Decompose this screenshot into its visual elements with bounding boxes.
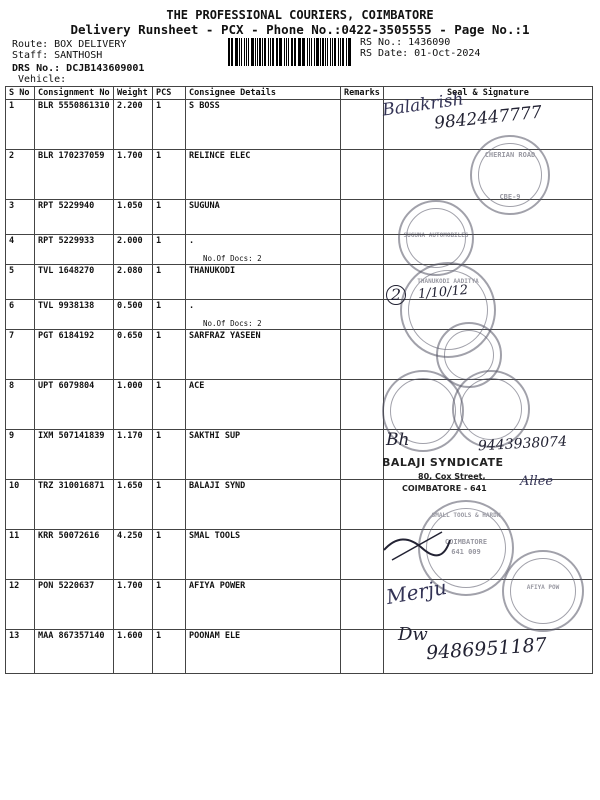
col-seal-signature: Seal & Signature: [383, 87, 592, 100]
row-consignment-text: MAA 867357140: [38, 631, 105, 641]
row-consignee-text: .: [189, 301, 195, 311]
row-pcs: [153, 630, 186, 674]
row-weight: [114, 430, 153, 480]
row-remarks: [341, 530, 384, 580]
row-remarks: [341, 150, 384, 200]
barcode-icon: [228, 38, 353, 66]
route-label: Route: BOX DELIVERY: [12, 39, 127, 50]
row-consignee: [186, 100, 341, 150]
vehicle-label: Vehicle:: [18, 74, 67, 85]
row-pcs: [153, 100, 186, 150]
row-pcs: [153, 430, 186, 480]
row-consignee: [186, 235, 341, 265]
row-sno-text: 10: [9, 481, 20, 491]
row-remarks: [341, 200, 384, 235]
row-consignment-text: BLR 5550861310: [38, 101, 110, 111]
rs-number: RS No.: 1436090: [360, 37, 451, 48]
row-pcs-text: 1: [156, 531, 162, 541]
row-consignee: [186, 265, 341, 300]
row-pcs: [153, 530, 186, 580]
row-weight-text: 0.500: [117, 301, 143, 311]
row-weight-text: 1.050: [117, 201, 143, 211]
row-pcs: [153, 200, 186, 235]
row-pcs: [153, 580, 186, 630]
row-sno: [6, 150, 35, 200]
row-sno-text: 3: [9, 201, 15, 211]
row-pcs-text: 1: [156, 236, 162, 246]
row-pcs-text: 1: [156, 331, 162, 341]
row-sno-text: 11: [9, 531, 20, 541]
circled-mark-row6: 2: [386, 285, 406, 305]
phone-row1: 9842447777: [433, 102, 543, 134]
row-weight: [114, 580, 153, 630]
row-consignee-text: SUGUNA: [189, 201, 220, 211]
row-pcs-text: 1: [156, 631, 162, 641]
col-remarks: Remarks: [341, 87, 384, 100]
row-consignee: [186, 300, 341, 330]
row-remarks: [341, 380, 384, 430]
row-pcs: [153, 300, 186, 330]
row-remarks: [341, 330, 384, 380]
row-sno-text: 7: [9, 331, 15, 341]
row-weight: [114, 480, 153, 530]
col-sno: S No: [6, 87, 35, 100]
row-weight: [114, 235, 153, 265]
row-consignment-text: PGT 6184192: [38, 331, 95, 341]
row-consignment-text: RPT 5229933: [38, 236, 95, 246]
row-sno: [6, 580, 35, 630]
row-remarks: [341, 235, 384, 265]
row-weight-text: 1.650: [117, 481, 143, 491]
row-sno-text: 12: [9, 581, 20, 591]
row-weight-text: 1.170: [117, 431, 143, 441]
row-consignee-text: BALAJI SYND: [189, 481, 246, 491]
row-weight-text: 2.080: [117, 266, 143, 276]
row-sno-text: 2: [9, 151, 15, 161]
row-consignment-text: BLR 170237059: [38, 151, 105, 161]
balaji-stamp-line1: BALAJI SYNDICATE: [382, 456, 504, 469]
row-remarks: [341, 430, 384, 480]
row-consignment: [35, 235, 114, 265]
row-weight: [114, 265, 153, 300]
col-consignee: Consignee Details: [186, 87, 341, 100]
table-row: [6, 300, 593, 330]
row-weight-text: 1.000: [117, 381, 143, 391]
row-weight-text: 1.700: [117, 581, 143, 591]
cherian-road-stamp: CHERIAN ROAD CBE-9: [470, 135, 550, 215]
row-pcs: [153, 150, 186, 200]
row-consignee-text: ACE: [189, 381, 205, 391]
row-consignee-text: SAKTHI SUP: [189, 431, 241, 441]
row-consignee: [186, 200, 341, 235]
row-sno: [6, 300, 35, 330]
row-consignment-text: TRZ 310016871: [38, 481, 105, 491]
row-sno: [6, 265, 35, 300]
smal-tools-stamp: SMALL TOOLS & HARDW COIMBATORE 641 009: [418, 500, 514, 596]
row-consignment: [35, 150, 114, 200]
row-pcs: [153, 480, 186, 530]
row-sno-text: 13: [9, 631, 20, 641]
table-row: [6, 265, 593, 300]
date-row6: 1/10/12: [417, 282, 469, 303]
row-remarks: [341, 480, 384, 530]
row-pcs-text: 1: [156, 481, 162, 491]
row-weight: [114, 150, 153, 200]
staff-label: Staff: SANTHOSH: [12, 50, 103, 61]
signature-row13: Dw: [398, 624, 428, 645]
row-sno: [6, 380, 35, 430]
row-sno: [6, 235, 35, 265]
row-consignee: [186, 580, 341, 630]
row-consignment-text: TVL 9938138: [38, 301, 95, 311]
row-consignee: [186, 430, 341, 480]
row-consignment-text: KRR 50072616: [38, 531, 100, 541]
row-consignee: [186, 150, 341, 200]
signature-row9: Bh: [386, 430, 410, 450]
row-consignment: [35, 580, 114, 630]
row-weight: [114, 530, 153, 580]
row-sno: [6, 530, 35, 580]
row-pcs: [153, 380, 186, 430]
row-consignee-text: RELINCE ELEC: [189, 151, 251, 161]
row-consignment-text: IXM 507141839: [38, 431, 105, 441]
row-sno-text: 8: [9, 381, 15, 391]
row-consignee-text: SARFRAZ YASEEN: [189, 331, 261, 341]
drs-number: DRS No.: DCJB143609001: [12, 63, 145, 74]
row-sno: [6, 100, 35, 150]
table-header-row: [6, 87, 593, 100]
row-pcs-text: 1: [156, 101, 162, 111]
row-consignee: [186, 330, 341, 380]
row-consignment: [35, 380, 114, 430]
runsheet-subtitle: Delivery Runsheet - PCX - Phone No.:0422-3505555 - Page No.:1: [70, 22, 530, 37]
row-remarks: [341, 265, 384, 300]
row-weight-text: 1.700: [117, 151, 143, 161]
row-sno-text: 4: [9, 236, 15, 246]
table-row: [6, 235, 593, 265]
row-consignee-text: POONAM ELE: [189, 631, 241, 641]
row-remarks: [341, 300, 384, 330]
row-pcs: [153, 265, 186, 300]
row-weight-text: 1.600: [117, 631, 143, 641]
row-pcs-text: 1: [156, 581, 162, 591]
row-sno-text: 1: [9, 101, 15, 111]
row-weight: [114, 630, 153, 674]
row-consignee: [186, 480, 341, 530]
row-sno-text: 6: [9, 301, 15, 311]
col-consignment: Consignment No: [35, 87, 114, 100]
col-pcs: PCS: [153, 87, 186, 100]
row-pcs-text: 1: [156, 431, 162, 441]
rs-date: RS Date: 01-Oct-2024: [360, 48, 481, 59]
thanukodi-stamp: THANUKODI AADITYA: [400, 262, 496, 358]
row-consignment: [35, 630, 114, 674]
row-sno: [6, 330, 35, 380]
row-consignment: [35, 330, 114, 380]
row-consignment: [35, 265, 114, 300]
row-pcs: [153, 330, 186, 380]
col-weight: Weight: [114, 87, 153, 100]
row-weight-text: 2.200: [117, 101, 143, 111]
row-pcs-text: 1: [156, 266, 162, 276]
row-remarks: [341, 630, 384, 674]
row-weight-text: 2.000: [117, 236, 143, 246]
docs-count-note: No.Of Docs: 2: [203, 254, 262, 263]
docs-count-note: No.Of Docs: 2: [203, 319, 262, 328]
row-sno: [6, 630, 35, 674]
row-consignee-text: SMAL TOOLS: [189, 531, 241, 541]
phone-row13: 9486951187: [425, 633, 548, 665]
row-sno-text: 9: [9, 431, 15, 441]
row-consignment-text: RPT 5229940: [38, 201, 95, 211]
row-consignment: [35, 300, 114, 330]
row-weight: [114, 300, 153, 330]
row-pcs-text: 1: [156, 201, 162, 211]
row-consignee-text: .: [189, 236, 195, 246]
row-sno-text: 5: [9, 266, 15, 276]
row-remarks: [341, 100, 384, 150]
signature-row12: Merju: [384, 574, 449, 610]
row-weight-text: 0.650: [117, 331, 143, 341]
row-sno: [6, 430, 35, 480]
row-weight: [114, 380, 153, 430]
row-sno: [6, 480, 35, 530]
row-consignee-text: AFIYA POWER: [189, 581, 246, 591]
row-consignee: [186, 530, 341, 580]
row-consignee-text: S BOSS: [189, 101, 220, 111]
scribble-row11: [382, 520, 452, 570]
row-sno: [6, 200, 35, 235]
row-weight: [114, 330, 153, 380]
row-consignment: [35, 200, 114, 235]
row-consignment: [35, 100, 114, 150]
row-remarks: [341, 580, 384, 630]
row-pcs-text: 1: [156, 301, 162, 311]
suguna-stamp: SUGUNA AUTOMOBILES: [398, 200, 474, 276]
afiya-stamp: AFIYA POW: [502, 550, 584, 632]
row-consignment: [35, 480, 114, 530]
row-consignee: [186, 630, 341, 674]
company-title: THE PROFESSIONAL COURIERS, COIMBATORE: [166, 8, 434, 22]
signature-row1: Balakrish: [381, 89, 465, 121]
row-consignment: [35, 530, 114, 580]
row-weight: [114, 200, 153, 235]
balaji-stamp-line2: 80, Cox Street,: [418, 472, 486, 481]
row-consignee-text: THANUKODI: [189, 266, 236, 276]
phone-row9: 9443938074: [477, 433, 568, 455]
row-pcs: [153, 235, 186, 265]
balaji-stamp-line3: COIMBATORE - 641: [402, 484, 487, 493]
row-pcs-text: 1: [156, 381, 162, 391]
row-consignment-text: TVL 1648270: [38, 266, 95, 276]
row-consignee: [186, 380, 341, 430]
row-consignment: [35, 430, 114, 480]
row-consignment-text: UPT 6079804: [38, 381, 95, 391]
signature-row10: Allee: [520, 474, 554, 489]
row-weight: [114, 100, 153, 150]
row-weight-text: 4.250: [117, 531, 143, 541]
row-pcs-text: 1: [156, 151, 162, 161]
row-consignment-text: PON 5220637: [38, 581, 95, 591]
